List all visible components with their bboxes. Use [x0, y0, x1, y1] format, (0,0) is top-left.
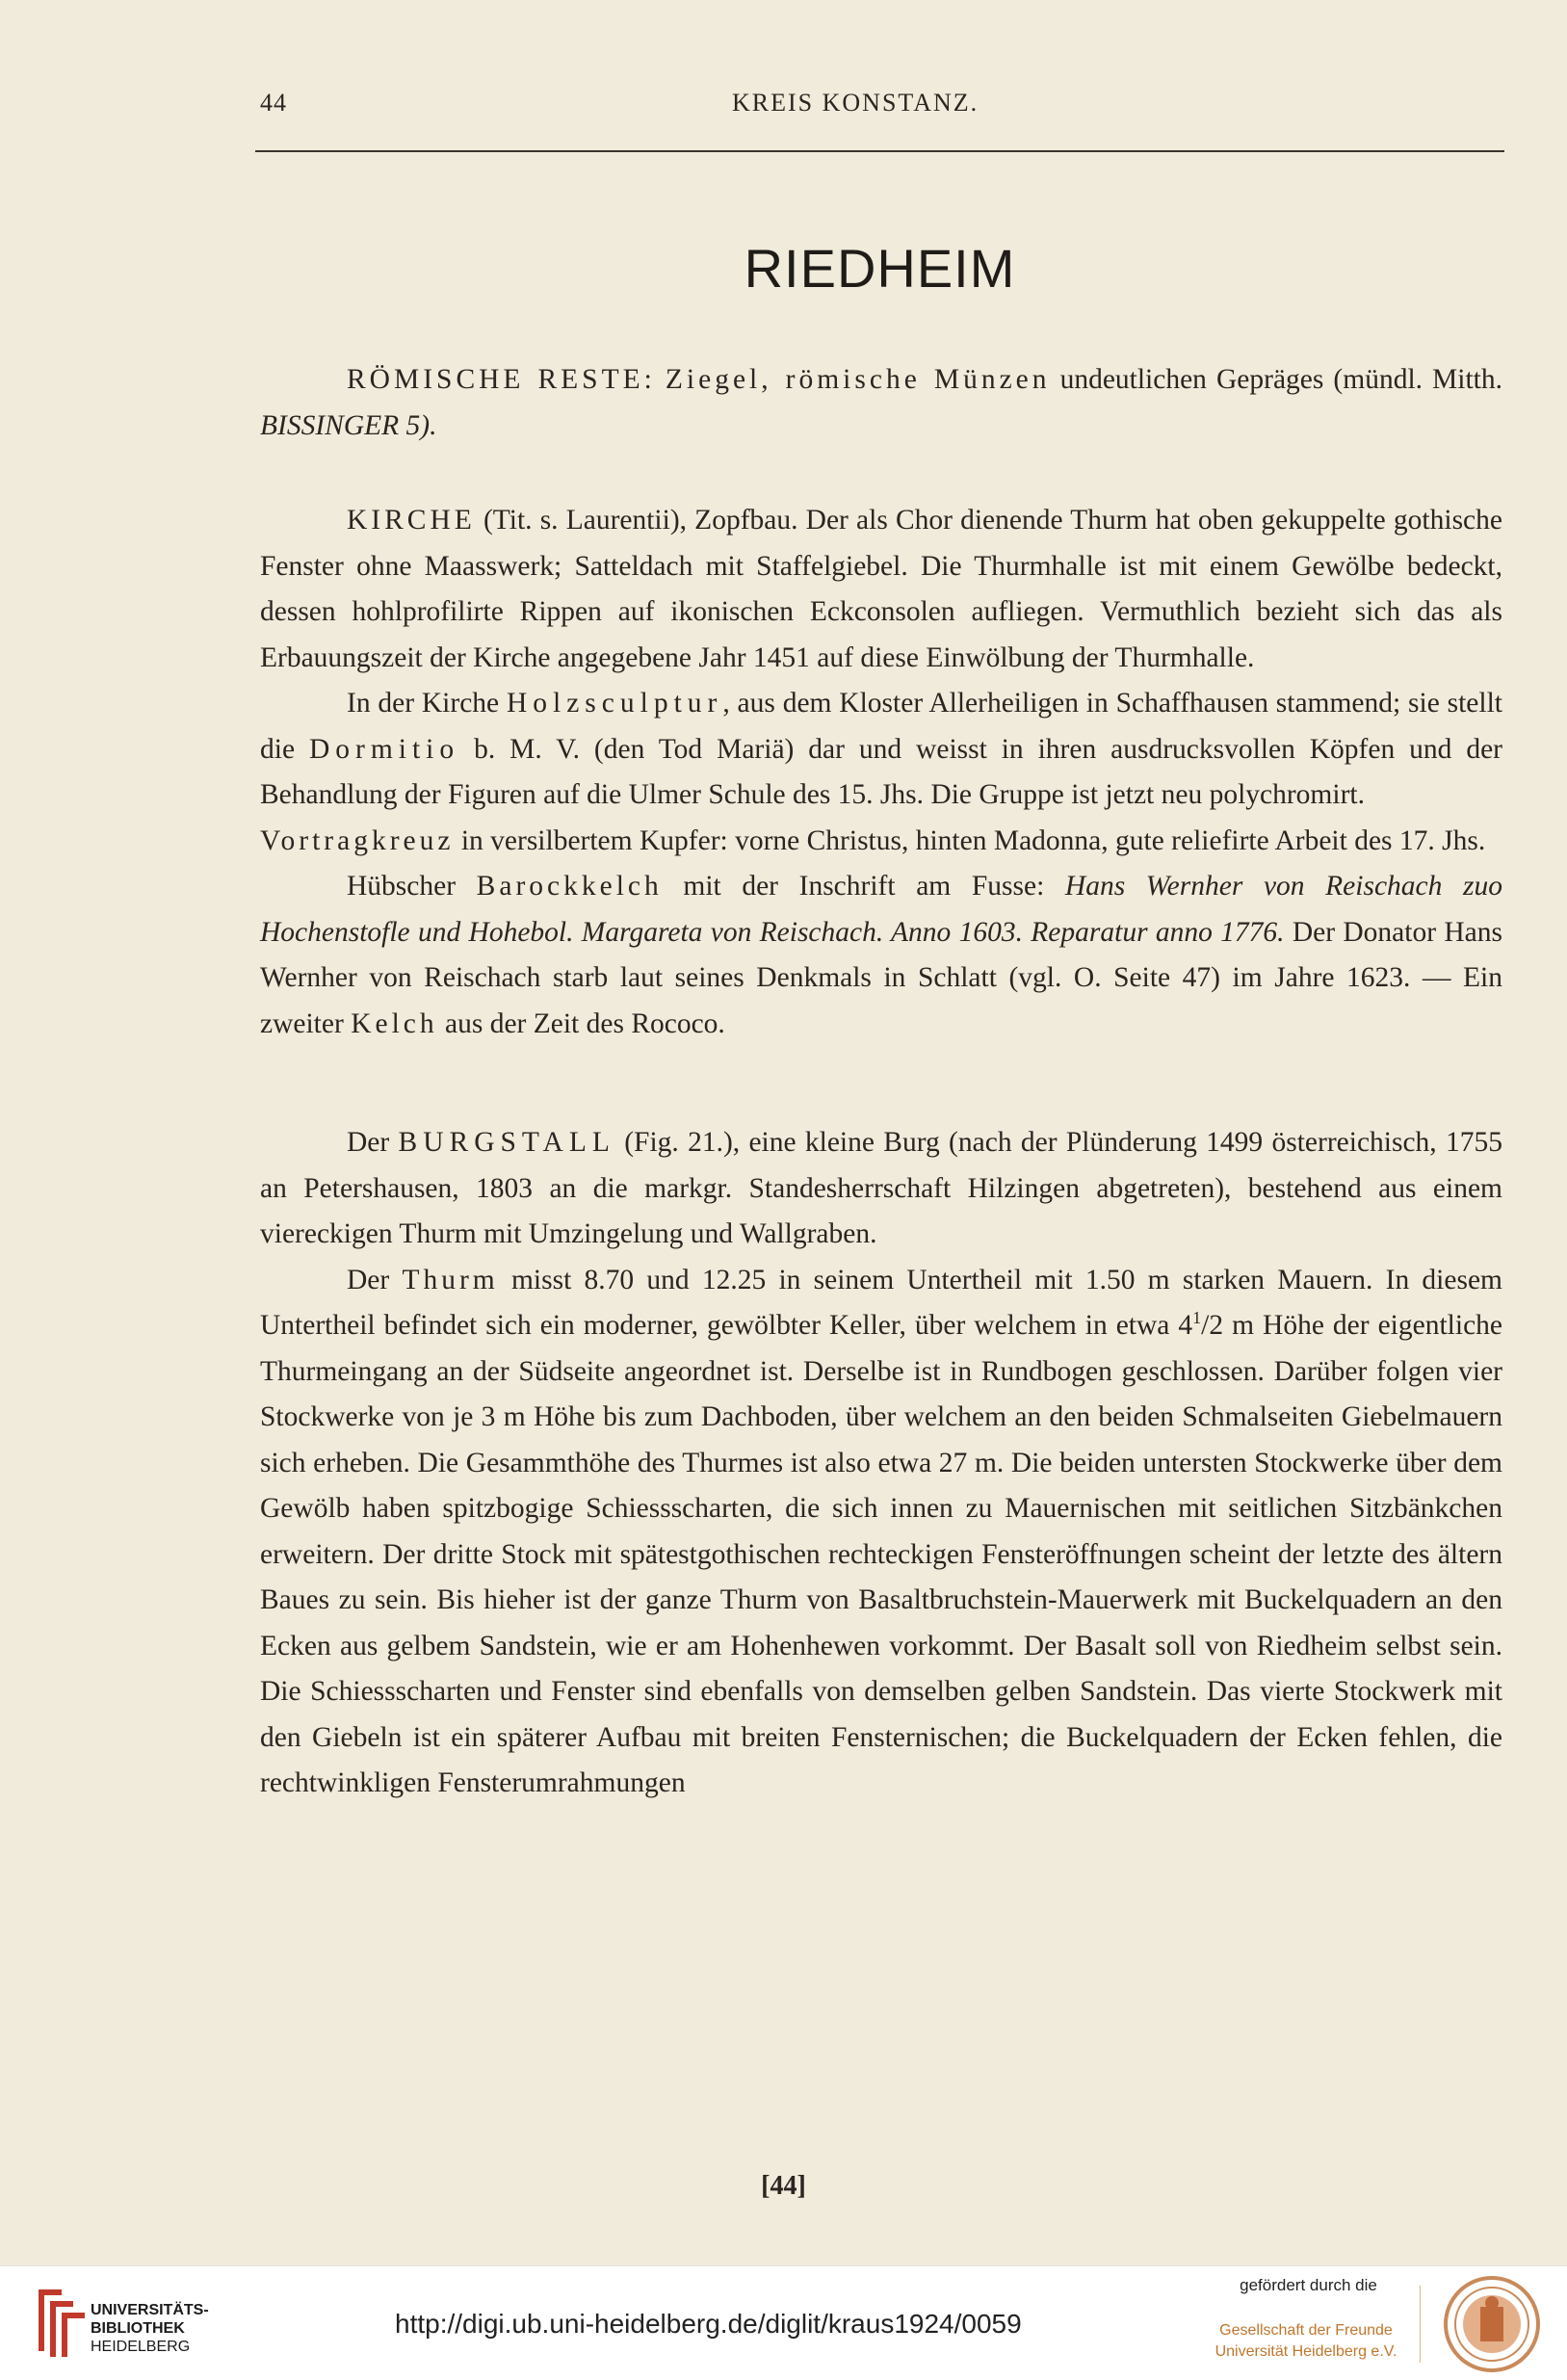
text-run: Hübscher: [347, 871, 477, 902]
spaced-text: Kelch: [351, 1007, 438, 1039]
running-head: KREIS KONSTANZ.: [732, 89, 979, 117]
section-lead: KIRCHE: [347, 505, 476, 536]
paragraph-roemische-reste: [260, 357, 1502, 449]
paragraph-vortragkreuz: [260, 819, 1502, 865]
library-name-line: BIBLIOTHEK: [91, 2320, 185, 2337]
footer-page-number: [44]: [761, 2171, 806, 2201]
paragraph-gap: [260, 449, 1502, 498]
society-name-line: Gesellschaft der Freunde: [1219, 2322, 1393, 2339]
italic-reference: BISSINGER 5).: [260, 409, 437, 441]
university-seal-icon: [1442, 2274, 1542, 2374]
paragraph-kirche: [260, 498, 1502, 681]
text-run: b. M. V. (den Tod Mariä) dar und weisst in ihren ausdrucksvollen Köpfen und der Behandlung der Figuren auf die Ulmer Schule des 15. Jhs. Die Gruppe ist jetzt neu polychromirt.: [260, 733, 1502, 810]
library-name: [91, 2301, 209, 2356]
library-name-line: HEIDELBERG: [91, 2339, 191, 2355]
footer-banner: [0, 2265, 1567, 2380]
paragraph-barockkelch: [260, 864, 1502, 1047]
university-library-logo-icon: [29, 2284, 91, 2361]
text-run: (Fig. 21.), eine kleine Burg (nach der Plünderung 1499 österreichisch, 1755 an Petershausen, 1803 an die markgr. Standesherrschaft Hilzingen abgetreten), bestehend aus einem viereckigen Thurm mit Umzingelung und Wallgraben.: [260, 1127, 1502, 1249]
text-run: aus der Zeit des Rococo.: [437, 1007, 725, 1039]
text-run: misst 8.70 und 12.25 in seinem Untertheil mit 1.50 m starken Mauern. In diesem Untertheil befindet sich ein moderner, gewölbter Keller, über welchem in etwa 4: [260, 1264, 1502, 1341]
library-name-line: UNIVERSITÄTS-: [91, 2302, 209, 2318]
text-run: mit der Inschrift am Fusse:: [662, 871, 1065, 902]
page-number: 44: [260, 89, 287, 117]
funded-by-label: gefördert durch die: [1240, 2276, 1377, 2294]
paragraph-thurm: [260, 1258, 1502, 1807]
spaced-text: Thurm: [402, 1264, 499, 1295]
body-text: [260, 357, 1502, 1807]
banner-divider: [1420, 2286, 1421, 2363]
spaced-text: Barockkelch: [476, 871, 663, 902]
superscript: 1: [1192, 1308, 1202, 1328]
paragraph-burgstall: [260, 1120, 1502, 1258]
section-lead: RÖMISCHE RESTE:: [347, 364, 656, 395]
society-name: [1210, 2320, 1402, 2363]
fraction: /2: [1201, 1310, 1224, 1341]
page-title: RIEDHEIM: [744, 238, 1016, 299]
text-run: undeutlichen Gepräges (mündl. Mitth.: [1050, 364, 1503, 395]
spaced-text: Dormitio: [308, 733, 460, 765]
text-run: In der Kirche: [347, 688, 507, 719]
spaced-text: Ziegel, römische Münzen: [665, 364, 1051, 395]
permalink-url[interactable]: http://digi.ub.uni-heidelberg.de/diglit/kraus1924/0059: [395, 2309, 1022, 2339]
text-run: m Höhe der eigentliche Thurmeingang an der Südseite angeordnet ist. Derselbe ist in Rundbogen geschlossen. Darüber folgen vier Stockwerke von je 3 m Höhe bis zum Dachboden, über welchem an den beiden Schmalseiten Giebelmauern sich erheben. Die Gesammthöhe des Thurmes ist also etwa 27 m. Die beiden untersten Stockwerke über dem Gewölb haben spitzbogige Schiessscharten, die sich innen zu Mauernischen mit seitlichen Sitzbänkchen erweitern. Der dritte Stock mit spätestgothischen rechteckigen Fensteröffnungen scheint der letzte des ältern Baues zu sein. Bis hieher ist der ganze Thurm von Basaltbruchstein-Mauerwerk mit Buckelquadern an den Ecken aus gelbem Sandstein, wie er am Hohenhewen vorkommt. Der Basalt soll von Riedheim selbst sein. Die Schiessscharten und Fenster sind ebenfalls von demselben gelben Sandstein. Das vierte Stockwerk mit den Giebeln ist ein späterer Aufbau mit breiten Fensternischen; die Buckelquadern der Ecken fehlen, die rechtwinkligen Fensterumrahmungen: [260, 1310, 1503, 1798]
italic-inscription: Hans Wernher von Reischach zuo Hochenstofle und Hohebol. Margareta von Reischach. Anno 1603. Reparatur anno 1776.: [260, 871, 1502, 948]
header-rule: [255, 150, 1504, 152]
spaced-text: BURGSTALL: [398, 1127, 615, 1158]
running-header: [260, 89, 1502, 127]
society-name-line: Universität Heidelberg e.V.: [1214, 2343, 1397, 2360]
text-run: Der: [347, 1264, 403, 1295]
text-run: [656, 364, 666, 395]
text-run: in versilbertem Kupfer: vorne Christus, hinten Madonna, gute reliefirte Arbeit des 17. Jhs.: [454, 824, 1486, 856]
text-run: (Tit. s. Laurentii), Zopfbau. Der als Chor dienende Thurm hat oben gekuppelte gothische Fenster ohne Maasswerk; Satteldach mit Staffelgiebel. Die Thurmhalle ist mit einem Gewölbe bedeckt, dessen hohlprofilirte Rippen auf ikonischen Eckconsolen aufliegen. Vermuthlich bezieht sich das als Erbauungszeit der Kirche angegebene Jahr 1451 auf diese Einwölbung der Thurmhalle.: [260, 505, 1502, 673]
paragraph-holzsculptur: [260, 681, 1502, 819]
text-run: , aus dem Kloster Allerheiligen in Schaffhausen stammend; sie stellt die: [260, 688, 1502, 765]
text-run: Der: [347, 1127, 399, 1158]
paragraph-gap: [260, 1047, 1502, 1120]
text-run: Der Donator Hans Wernher von Reischach starb laut seines Denkmals in Schlatt (vgl. O. Seite 47) im Jahre 1623. — Ein zweiter: [260, 916, 1502, 1039]
spaced-text: Vortragkreuz: [260, 824, 455, 856]
spaced-text: Holzsculptur: [506, 688, 723, 719]
